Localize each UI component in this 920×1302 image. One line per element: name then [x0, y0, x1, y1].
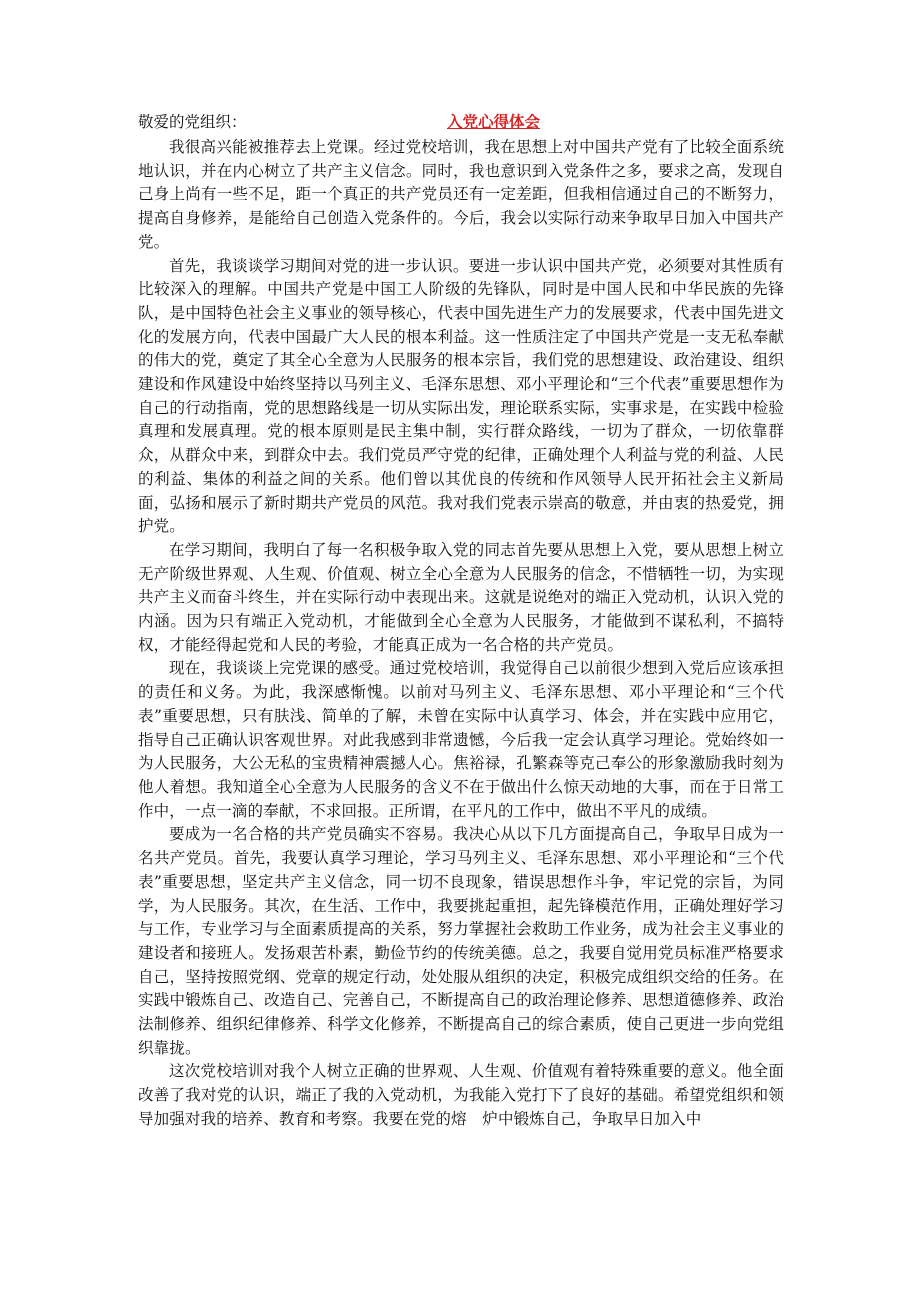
document-body	[138, 136, 784, 1132]
document-header	[138, 109, 798, 135]
paragraph-intro: 我很高兴能被推荐去上党课。经过党校培训，我在思想上对中国共产党有了比较全面系统地认识，并在内心树立了共产主义信念。同时，我也意识到入党条件之多，要求之高，发现自己身上尚有一些不足，距一个真正的共产党员还有一定差距，但我相信通过自己的不断努力，提高自身修养，是能给自己创造入党条件的。今后，我会以实际行动来争取早日加入中国共产党。	[138, 138, 784, 251]
salutation: 敬爱的党组织：	[138, 113, 247, 131]
paragraph-motivation: 在学习期间，我明白了每一名积极争取入党的同志首先要从思想上入党，要从思想上树立无产阶级世界观、人生观、价值观、树立全心全意为人民服务的信念，不惜牺牲一切，为实现共产主义而奋斗终生，并在实际行动中表现出来。这就是说绝对的端正入党动机，认识入党的内涵。因为只有端正入党动机，才能做到全心全意为人民服务，才能做到不谋私利，不搞特权，才能经得起党和人民的考验，才能真正成为一名合格的共产党员。	[138, 540, 784, 654]
document-title: 入党心得体会	[447, 112, 541, 131]
paragraph-understanding: 首先，我谈谈学习期间对党的进一步认识。要进一步认识中国共产党，必须要对其性质有比较深入的理解。中国共产党是中国工人阶级的先锋队，同时是中国人民和中华民族的先锋队，是中国特色社会主义事业的领导核心，代表中国先进生产力的发展要求，代表中国先进文化的发展方向，代表中国最广大人民的根本利益。这一性质注定了中国共产党是一支无私奉献的伟大的党，奠定了其全心全意为人民服务的根本宗旨，我们党的思想建设、政治建设、组织建设和作风建设中始终坚持以马列主义、毛泽东思想、邓小平理论和“三个代表”重要思想作为自己的行动指南，党的思想路线是一切从实际出发，理论联系实际，实事求是，在实践中检验真理和发展真理。党的根本原则是民主集中制，实行群众路线，一切为了群众，一切依靠群众，从群众中来，到群众中去。我们党员严守党的纪律，正确处理个人利益与党的利益、人民的利益、集体的利益之间的关系。他们曾以其优良的传统和作风领导人民开拓社会主义新局面，弘扬和展示了新时期共产党员的风范。我对我们党表示崇高的敬意，并由衷的热爱党，拥护党。	[138, 256, 784, 536]
paragraph-conclusion: 这次党校培训对我个人树立正确的世界观、人生观、价值观有着特殊重要的意义。他全面改善了我对党的认识，端正了我的入党动机，为我能入党打下了良好的基础。希望党组织和领导加强对我的培养、教育和考察。我要在党的熔 炉中锻炼自己，争取早日加入中	[138, 1062, 784, 1128]
paragraph-plan: 要成为一名合格的共产党员确实不容易。我决心从以下几方面提高自己，争取早日成为一名共产党员。首先，我要认真学习理论，学习马列主义、毛泽东思想、邓小平理论和“三个代表”重要思想，坚定共产主义信念，同一切不良现象，错误思想作斗争，牢记党的宗旨，为同学，为人民服务。其次，在生活、工作中，我要挑起重担，起先锋模范作用，正确处理好学习与工作，专业学习与全面素质提高的关系，努力掌握社会救助工作业务，成为社会主义事业的建设者和接班人。发扬艰苦朴素，勤俭节约的传统美德。总之，我要自觉用党员标准严格要求自己，坚持按照党纲、党章的规定行动，处处服从组织的决定，积极完成组织交给的任务。在实践中锻炼自己、改造自己、完善自己，不断提高自己的政治理论修养、思想道德修养、政治法制修养、组织纪律修养、科学文化修养，不断提高自己的综合素质，使自己更进一步向党组织靠拢。	[138, 825, 784, 1057]
paragraph-feelings: 现在，我谈谈上完党课的感受。通过党校培训，我觉得自己以前很少想到入党后应该承担的责任和义务。为此，我深感惭愧。以前对马列主义、毛泽东思想、邓小平理论和“三个代表”重要思想，只有肤浅、简单的了解，未曾在实际中认真学习、体会，并在实践中应用它，指导自己正确认识客观世界。对此我感到非常遗憾，今后我一定会认真学习理论。党始终如一为人民服务，大公无私的宝贵精神震撼人心。焦裕禄，孔繁森等克己奉公的形象激励我时刻为他人着想。我知道全心全意为人民服务的含义不在于做出什么惊天动地的大事，而在于日常工作中，一点一滴的奉献，不求回报。正所谓，在平凡的工作中，做出不平凡的成绩。	[138, 659, 784, 820]
